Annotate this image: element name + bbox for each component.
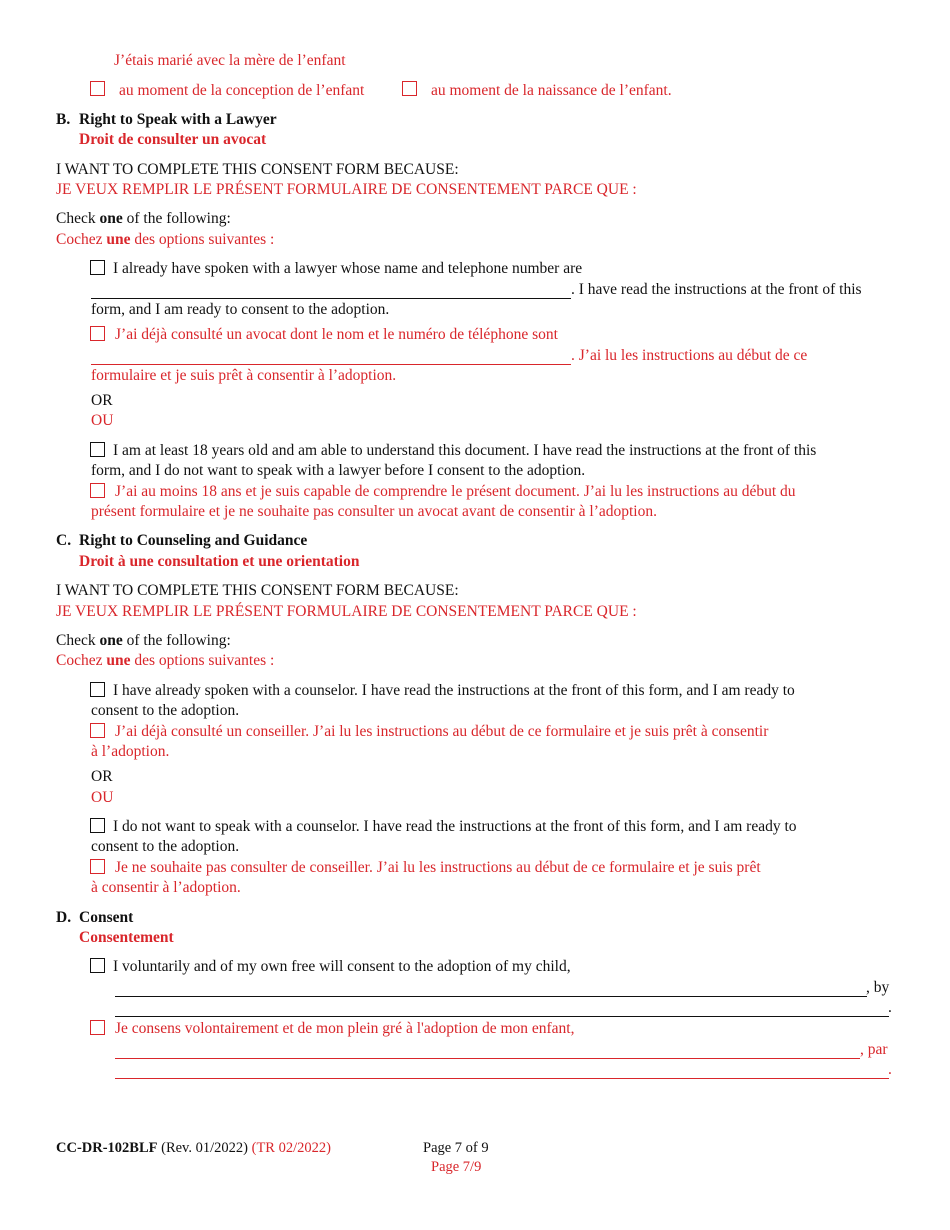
d-adopter-fr-field[interactable]: [115, 1078, 889, 1079]
section-c-because-fr: JE VEUX REMPLIR LE PRÉSENT FORMULAIRE DE CONSENTEMENT PARCE QUE :: [56, 603, 637, 620]
section-d-letter: D.: [56, 909, 72, 926]
checkbox-fr-at-birth[interactable]: [402, 79, 419, 96]
d-adopter-en-field[interactable]: [115, 1016, 889, 1017]
checkbox-c-en-spoke-counselor[interactable]: [90, 680, 107, 697]
checkbox-b-en-no-lawyer[interactable]: [90, 440, 107, 457]
section-c-because-en: I WANT TO COMPLETE THIS CONSENT FORM BECAUSE:: [56, 582, 459, 599]
checkbox-d-fr-consent[interactable]: [90, 1018, 107, 1035]
section-a-fr-option-birth: au moment de la naissance de l’enfant.: [431, 82, 672, 99]
c-opt2-fr-line1: Je ne souhaite pas consulter de conseiller. J’ai lu les instructions au début de ce formulaire et je suis prêt: [115, 859, 761, 876]
d-period-fr: .: [888, 1061, 892, 1078]
checkbox-b-fr-no-lawyer[interactable]: [90, 481, 107, 498]
c-opt1-en-line1: I have already spoken with a counselor. I have read the instructions at the front of this form, and I am ready to: [113, 682, 795, 699]
b-opt2-fr-line2: présent formulaire et je ne souhaite pas consulter un avocat avant de consentir à l’adoption.: [91, 503, 657, 520]
d-consent-fr: Je consens volontairement et de mon plein gré à l'adoption de mon enfant,: [115, 1020, 575, 1037]
c-opt2-en-line1: I do not want to speak with a counselor. I have read the instructions at the front of this form, and I am ready to: [113, 818, 797, 835]
footer-tr: (TR 02/2022): [251, 1140, 331, 1156]
footer-rev: (Rev. 01/2022): [161, 1140, 248, 1156]
checkbox-d-en-consent[interactable]: [90, 956, 107, 973]
section-d-title-en: Consent: [79, 909, 134, 926]
c-or-fr: OU: [91, 789, 114, 806]
section-c-check-en: Check one of the following:: [56, 632, 231, 649]
section-c-title-fr: Droit à une consultation et une orientation: [79, 553, 360, 570]
b-opt1-en-line3: form, and I am ready to consent to the adoption.: [91, 301, 390, 318]
c-opt2-fr-line2: à consentir à l’adoption.: [91, 879, 241, 896]
checkbox-b-fr-spoke-lawyer[interactable]: [90, 324, 107, 341]
c-opt1-fr-line2: à l’adoption.: [91, 743, 170, 760]
checkbox-b-en-spoke-lawyer[interactable]: [90, 258, 107, 275]
section-b-title-fr: Droit de consulter un avocat: [79, 131, 267, 148]
b-opt2-fr-line1: J’ai au moins 18 ans et je suis capable de comprendre le présent document. J’ai lu les instructions au début du: [115, 483, 796, 500]
section-b-check-fr: Cochez une des options suivantes :: [56, 231, 275, 248]
section-b-because-fr: JE VEUX REMPLIR LE PRÉSENT FORMULAIRE DE CONSENTEMENT PARCE QUE :: [56, 181, 637, 198]
b-or-fr: OU: [91, 412, 114, 429]
section-b-check-en: Check one of the following:: [56, 210, 231, 227]
section-a-fr-option-conception: au moment de la conception de l’enfant: [119, 82, 365, 99]
section-c-check-fr: Cochez une des options suivantes :: [56, 652, 275, 669]
b-lawyer-name-phone-fr-field[interactable]: [91, 364, 571, 365]
footer-form-id-line: [56, 1138, 331, 1158]
section-c-letter: C.: [56, 532, 72, 549]
b-or-en: OR: [91, 392, 113, 409]
section-c-title-en: Right to Counseling and Guidance: [79, 532, 308, 549]
b-opt1-fr-line2: . J’ai lu les instructions au début de ce: [571, 347, 808, 364]
footer-form-id: CC-DR-102BLF: [56, 1140, 158, 1156]
section-a-fr-intro: J’étais marié avec la mère de l’enfant: [114, 52, 346, 69]
b-opt2-en-line1: I am at least 18 years old and am able to understand this document. I have read the instructions at the front of this: [113, 442, 817, 459]
d-child-name-fr-field[interactable]: [115, 1058, 860, 1059]
d-by-en: , by: [866, 979, 890, 996]
checkbox-fr-at-conception[interactable]: [90, 79, 107, 96]
section-b-because-en: I WANT TO COMPLETE THIS CONSENT FORM BECAUSE:: [56, 161, 459, 178]
d-child-name-en-field[interactable]: [115, 996, 867, 997]
section-d-title-fr: Consentement: [79, 929, 174, 946]
d-consent-en: I voluntarily and of my own free will consent to the adoption of my child,: [113, 958, 571, 975]
checkbox-c-fr-no-counselor[interactable]: [90, 857, 107, 874]
c-opt1-fr-line1: J’ai déjà consulté un conseiller. J’ai lu les instructions au début de ce formulaire et je suis prêt à consentir: [115, 723, 769, 740]
c-or-en: OR: [91, 768, 113, 785]
footer-page-fr: Page 7/9: [431, 1159, 482, 1175]
b-opt1-fr-line1: J’ai déjà consulté un avocat dont le nom et le numéro de téléphone sont: [115, 326, 558, 343]
checkbox-c-fr-spoke-counselor[interactable]: [90, 721, 107, 738]
b-opt2-en-line2: form, and I do not want to speak with a lawyer before I consent to the adoption.: [91, 462, 586, 479]
b-opt1-en-line2: . I have read the instructions at the front of this: [571, 281, 862, 298]
b-opt1-en-line1: I already have spoken with a lawyer whose name and telephone number are: [113, 260, 583, 277]
footer-page-en: Page 7 of 9: [423, 1140, 489, 1156]
section-b-title-en: Right to Speak with a Lawyer: [79, 111, 277, 128]
b-opt1-fr-line3: formulaire et je suis prêt à consentir à l’adoption.: [91, 367, 397, 384]
d-period-en: .: [888, 999, 892, 1016]
c-opt1-en-line2: consent to the adoption.: [91, 702, 240, 719]
d-by-fr: , par: [860, 1041, 888, 1058]
section-b-letter: B.: [56, 111, 71, 128]
b-lawyer-name-phone-en-field[interactable]: [91, 298, 571, 299]
checkbox-c-en-no-counselor[interactable]: [90, 816, 107, 833]
c-opt2-en-line2: consent to the adoption.: [91, 838, 240, 855]
